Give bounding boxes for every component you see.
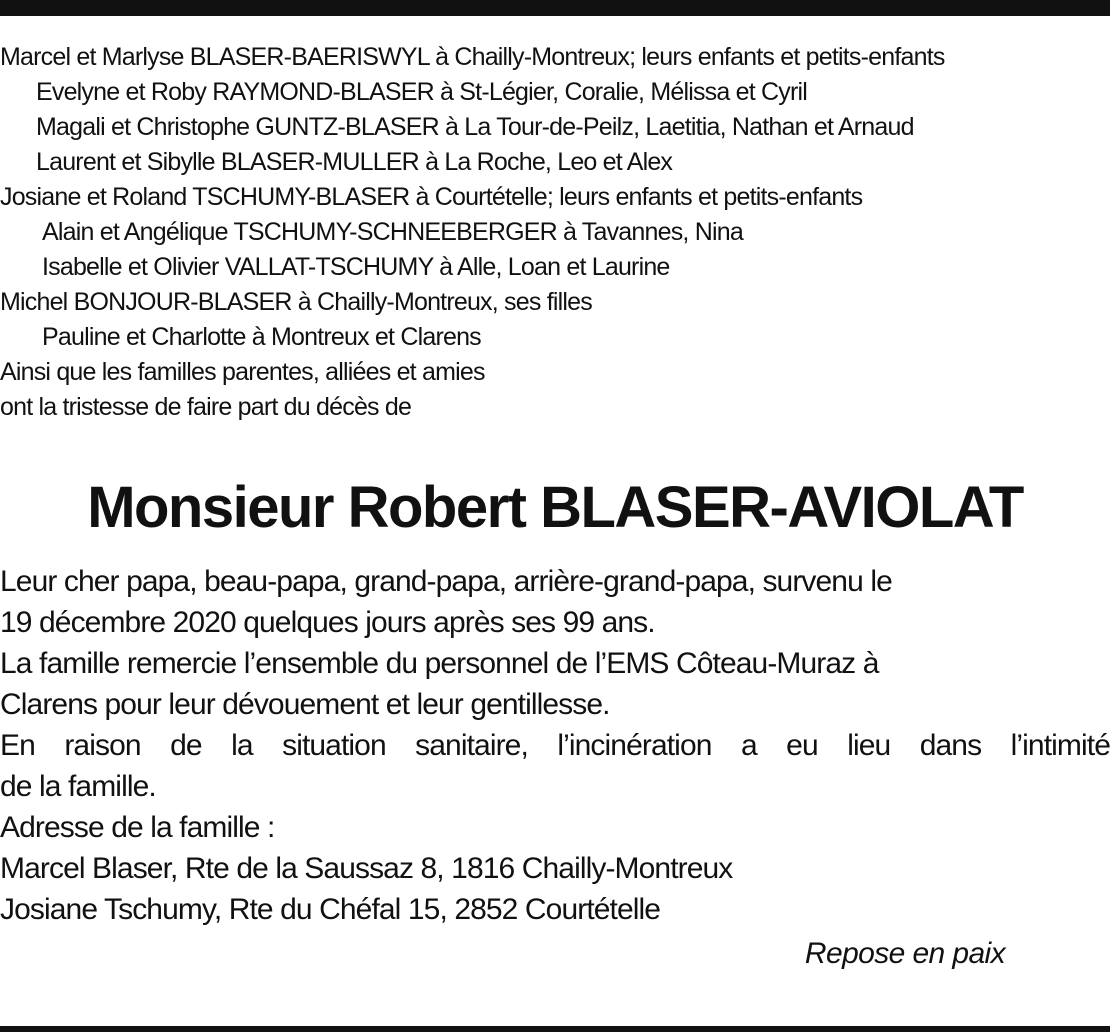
family-line-3: Magali et Christophe GUNTZ-BLASER à La Tour-de-Peilz, Laetitia, Nathan et Arnaud [36,113,914,141]
body-line-4: Clarens pour leur dévouement et leur gentillesse. [0,688,610,721]
body-line-5: En raison de la situation sanitaire, l’incinération a eu lieu dans l’intimité [0,729,1110,762]
family-line-2: Evelyne et Roby RAYMOND-BLASER à St-Légier, Coralie, Mélissa et Cyril [36,78,808,106]
family-line-4: Laurent et Sibylle BLASER-MULLER à La Roche, Leo et Alex [36,148,673,176]
body-line-2: 19 décembre 2020 quelques jours après ses 99 ans. [0,606,655,639]
closing-phrase: Repose en paix [804,937,1005,970]
family-line-7: Isabelle et Olivier VALLAT-TSCHUMY à Alle, Loan et Laurine [42,253,670,281]
body-line-1: Leur cher papa, beau-papa, grand-papa, arrière-grand-papa, survenu le [0,565,892,598]
family-line-10: Ainsi que les familles parentes, alliées et amies [0,358,485,386]
notice-body [0,561,1110,930]
top-rule [0,0,1110,16]
family-line-1: Marcel et Marlyse BLASER-BAERISWYL à Chailly-Montreux; leurs enfants et petits-enfants [0,43,945,71]
body-line-6: de la famille. [0,770,156,803]
address-line-1: Marcel Blaser, Rte de la Saussaz 8, 1816 Chailly-Montreux [0,852,733,885]
body-line-3: La famille remercie l’ensemble du personnel de l’EMS Côteau-Muraz à [0,647,879,680]
announcement-line: ont la tristesse de faire part du décès de [0,393,412,421]
family-line-9: Pauline et Charlotte à Montreux et Clarens [42,323,481,351]
body-line-7: Adresse de la famille : [0,811,275,844]
address-line-2: Josiane Tschumy, Rte du Chéfal 15, 2852 Courtételle [0,893,661,926]
bottom-rule [0,1026,1110,1032]
family-list [0,40,1110,425]
family-line-5: Josiane et Roland TSCHUMY-BLASER à Courtételle; leurs enfants et petits-enfants [0,183,863,211]
deceased-name: Monsieur Robert BLASER-AVIOLAT [87,475,1023,540]
family-line-8: Michel BONJOUR-BLASER à Chailly-Montreux, ses filles [0,288,592,316]
family-line-6: Alain et Angélique TSCHUMY-SCHNEEBERGER à Tavannes, Nina [42,218,743,246]
